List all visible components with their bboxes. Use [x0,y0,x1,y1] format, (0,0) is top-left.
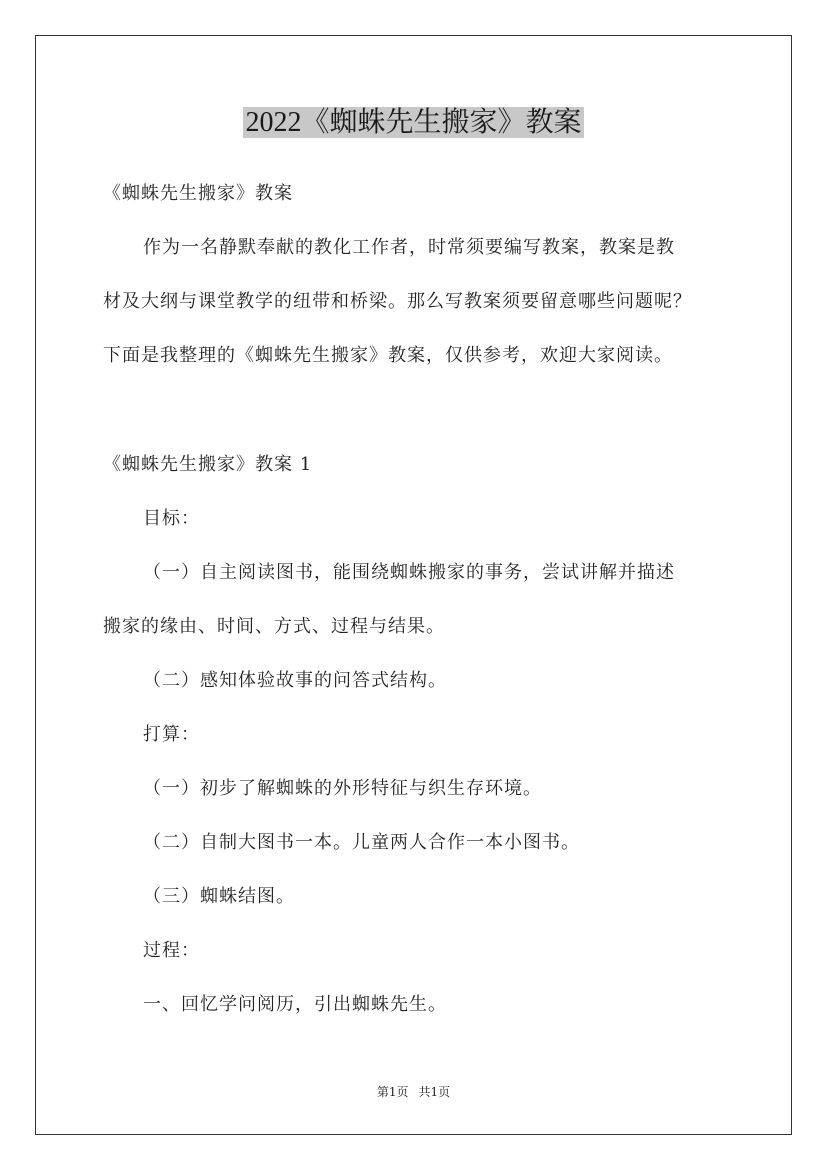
text-line: 一、回忆学问阅历，引出蜘蛛先生。 [143,994,447,1015]
text-line: 搬家的缘由、时间、方式、过程与结果。 [103,616,445,637]
text-line: （一）初步了解蜘蛛的外形特征与织生存环境。 [143,778,542,799]
text-line: 下面是我整理的《蜘蛛先生搬家》教案，仅供参考，欢迎大家阅读。 [103,345,673,366]
text-line: 材及大纲与课堂教学的纽带和桥梁。那么写教案须要留意哪些问题呢？ [103,291,692,312]
section-heading: 《蜘蛛先生搬家》教案 1 [103,454,313,475]
page-total: 共1页 [418,1085,451,1099]
text-line: 过程： [143,940,200,961]
page-footer [0,1084,827,1100]
text-line: （三）蜘蛛结图。 [143,886,295,907]
document-title [0,103,827,143]
text-line: 目标： [143,508,200,529]
text-line: 打算： [143,724,200,745]
text-line: （一）自主阅读图书，能围绕蜘蛛搬家的事务，尝试讲解并描述 [143,562,675,583]
text-line-subtitle: 《蜘蛛先生搬家》教案 [103,183,293,204]
text-line: 作为一名静默奉献的教化工作者，时常须要编写教案，教案是教 [143,237,675,258]
text-line: （二）自制大图书一本。儿童两人合作一本小图书。 [143,832,580,853]
page-number: 第1页 [376,1085,409,1099]
document-title-text: 2022《蜘蛛先生搬家》教案 [245,107,582,138]
text-line: （二）感知体验故事的问答式结构。 [143,670,447,691]
